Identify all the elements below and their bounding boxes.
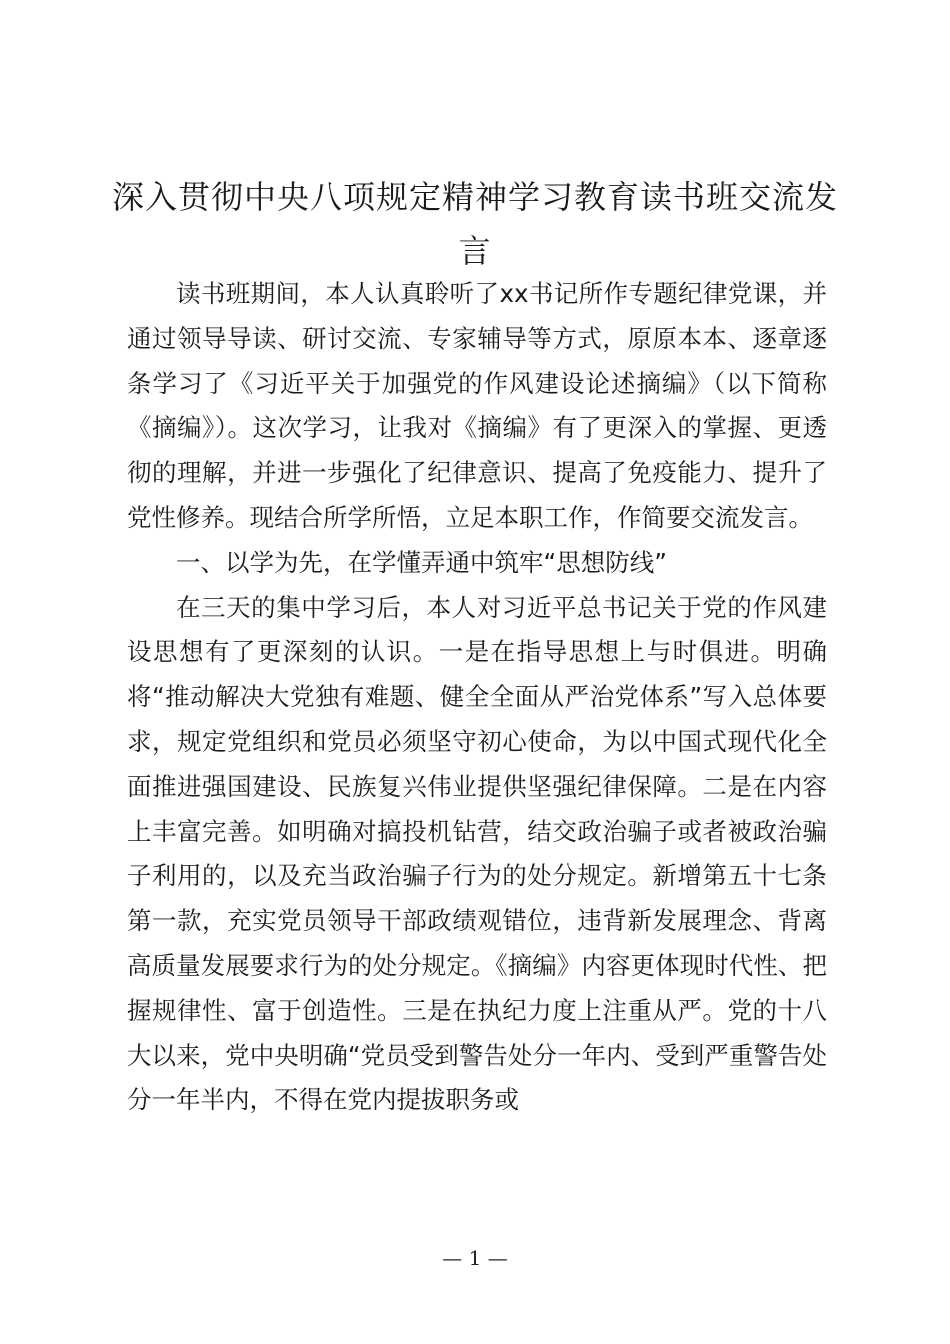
document-body [127, 272, 827, 1123]
page-number: — 1 — [442, 1246, 508, 1270]
document-title: 深入贯彻中央八项规定精神学习教育读书班交流发言 [111, 178, 838, 270]
paragraph-intro: 读书班期间，本人认真聆听了xx书记所作专题纪律党课，并通过领导导读、研讨交流、专家辅导等方式，原原本本、逐章逐条学习了《习近平关于加强党的作风建设论述摘编》（以下简称《摘编》）。这次学习，让我对《摘编》有了更深入的掌握、更透彻的理解，并进一步强化了纪律意识、提高了免疫能力、提升了党性修养。现结合所学所悟，立足本职工作，作简要交流发言。 [127, 279, 827, 532]
section-heading-1: 一、以学为先，在学懂弄通中筑牢“思想防线” [176, 547, 667, 577]
paragraph-section-1: 在三天的集中学习后，本人对习近平总书记关于党的作风建设思想有了更深刻的认识。一是在指导思想上与时俱进。明确将“推动解决大党独有难题、健全全面从严治党体系”写入总体要求，规定党组织和党员必须坚守初心使命，为以中国式现代化全面推进强国建设、民族复兴伟业提供坚强纪律保障。二是在内容上丰富完善。如明确对搞投机钻营，结交政治骗子或者被政治骗子利用的，以及充当政治骗子行为的处分规定。新增第五十七条第一款，充实党员领导干部政绩观错位，违背新发展理念、背离高质量发展要求行为的处分规定。《摘编》内容更体现时代性、把握规律性、富于创造性。三是在执纪力度上注重从严。党的十八大以来，党中央明确“党员受到警告处分一年内、受到严重警告处分一年半内，不得在党内提拔职务或 [127, 592, 827, 1115]
